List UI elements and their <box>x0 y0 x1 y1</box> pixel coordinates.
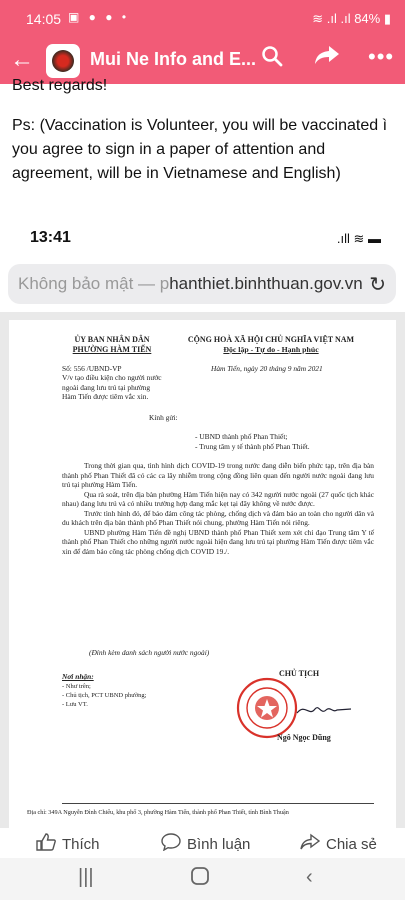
doc-left-header <box>55 335 169 355</box>
post-ps: Ps: (Vaccination is Volunteer, you will be vaccinated ì you agree to sign in a paper of attention and agreement, will be in Vietnamese and English) <box>12 117 388 182</box>
status-bar <box>0 0 405 36</box>
doc-issuer-line2: PHƯỜNG HÀM TIẾN <box>72 345 152 354</box>
doc-distribution-item: - Chủ tịch, PCT UBND phường; <box>62 691 147 699</box>
doc-distribution <box>62 672 182 709</box>
reload-icon: ↻ <box>369 274 386 296</box>
doc-paragraph: Trước tình hình đó, để bảo đảm công tác phòng, chống dịch và đảm bảo an toàn cho người dân và du khách trên địa bàn thành phố Phan Thiết nói chung, phường Hàm Tiến nói riêng. <box>62 508 374 527</box>
embedded-status-time: 13:41 <box>30 229 71 246</box>
like-label: Thích <box>62 836 100 853</box>
doc-issuer-line1: ỦY BAN NHÂN DÂN <box>74 335 150 344</box>
embedded-status-icons: .ıll ≋ ▬ <box>336 231 381 246</box>
doc-distribution-item: - Lưu VT. <box>62 700 88 708</box>
url-security-label: Không bảo mật — p <box>18 274 170 293</box>
doc-body <box>62 461 374 556</box>
doc-recipient-2: - Trung tâm y tế thành phố Phan Thiết. <box>195 442 310 451</box>
doc-paragraph: Qua rà soát, trên địa bàn phường Hàm Tiến hiện nay có 342 người nước ngoài (27 quốc tịch khác nhau) đang lưu trú và có nhiều trường hợp đang mắc kẹt tại đây không về nước được. <box>62 489 374 508</box>
group-logo-icon <box>52 50 74 72</box>
comment-button[interactable] <box>161 833 250 856</box>
share-arrow-icon <box>300 833 320 856</box>
post-text <box>12 77 397 186</box>
doc-addressee-label: Kính gửi: <box>149 413 178 422</box>
system-nav-bar <box>0 858 405 900</box>
doc-footer-divider <box>62 803 374 804</box>
doc-attachment-note: (Đính kèm danh sách người nước ngoài) <box>89 648 210 657</box>
doc-paragraph: Trong thời gian qua, tình hình dịch COVID-19 trong nước đang diễn biến phức tạp, trên địa bàn thành phố Phan Thiết đã có các ca lây nhiễm trong cộng đồng liên quan đến người nước ngoài đang lưu trú tại phường Hàm Tiến. <box>62 461 374 489</box>
doc-signer-name: Ngô Ngọc Dũng <box>277 733 331 742</box>
search-icon[interactable] <box>261 45 283 73</box>
share-label: Chia sẻ <box>326 836 377 853</box>
doc-nation-title: CỘNG HOÀ XÃ HỘI CHỦ NGHĨA VIỆT NAM <box>187 335 355 344</box>
signature-icon <box>295 701 353 719</box>
comment-icon <box>161 833 181 856</box>
doc-reference-number: Số: 556 /UBND-VP <box>62 364 122 373</box>
embedded-url-bar <box>8 264 396 304</box>
home-icon[interactable] <box>190 866 210 892</box>
group-avatar[interactable] <box>46 44 80 78</box>
official-seal-icon <box>235 676 299 740</box>
url-text <box>18 274 363 294</box>
official-document <box>9 320 396 828</box>
like-button[interactable] <box>36 833 100 856</box>
more-options-icon[interactable]: ••• <box>368 44 395 69</box>
doc-right-header <box>171 335 371 355</box>
back-arrow-icon[interactable]: ← <box>10 46 34 73</box>
doc-footer-address: Địa chỉ: 349A Nguyễn Đình Chiểu, khu phố 3, phường Hàm Tiến, thành phố Phan Thiết, tỉnh Bình Thuận <box>27 809 289 816</box>
status-right-indicators: ≋ .ıl .ıl 84% ▮ <box>312 11 391 26</box>
back-nav-icon[interactable]: ‹ <box>306 866 313 888</box>
doc-recipient-1: - UBND thành phố Phan Thiết; <box>195 432 288 441</box>
notification-icons: ▣ ● ● • <box>68 10 130 24</box>
doc-subject: V/v tạo điều kiện cho người nước ngoài đang lưu trú tại phường Hàm Tiến được tiêm vắc xin. <box>62 373 162 401</box>
thumbs-up-icon <box>36 833 56 856</box>
page-title[interactable]: Mui Ne Info and E... <box>90 49 256 69</box>
doc-date: Hàm Tiến, ngày 20 tháng 9 năm 2021 <box>211 364 323 373</box>
doc-motto: Độc lập - Tự do - Hạnh phúc <box>223 345 319 354</box>
doc-distribution-item: - Như trên; <box>62 682 91 690</box>
share-icon[interactable] <box>314 44 340 73</box>
post-action-bar <box>0 828 405 858</box>
url-domain: hanthiet.binhthuan.gov.vn <box>169 274 363 293</box>
doc-paragraph: UBND phường Hàm Tiến đề nghị UBND thành phố Phan Thiết xem xét chỉ đạo Trung tâm Y tế thành phố Phan Thiết cho những người nước ngoài hiện đang lưu trú tại phường Hàm Tiến được tiêm vắc xin để đảm bảo công tác phòng chống dịch COVID 19./. <box>62 527 374 556</box>
doc-signer-title: CHỦ TỊCH <box>279 669 320 678</box>
doc-distribution-title: Nơi nhận: <box>62 672 94 681</box>
share-button[interactable] <box>300 833 377 856</box>
comment-label: Bình luận <box>187 836 251 853</box>
recent-apps-icon[interactable]: ||| <box>78 866 94 888</box>
status-time: 14:05 <box>26 11 62 27</box>
post-regards: Best regards! <box>12 77 108 94</box>
